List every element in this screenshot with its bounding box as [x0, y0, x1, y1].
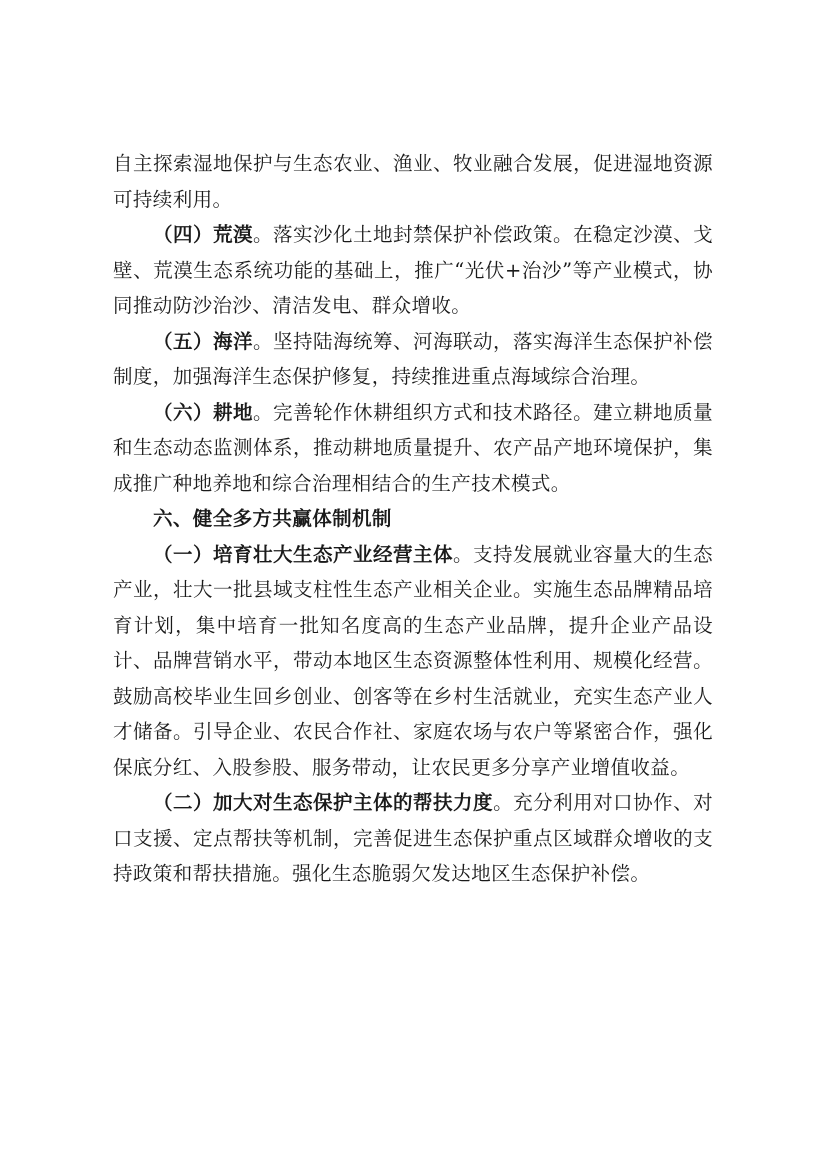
paragraph-lead: （四）荒漠 [153, 223, 254, 246]
paragraph-text: 。落实沙化土地封禁保护补偿政策。在稳定沙漠、戈壁、荒漠生态系统功能的基础上，推广“光伏+治沙”等产业模式，协同推动防沙治沙、清洁发电、群众增收。 [113, 223, 713, 317]
section-heading: 六、健全多方共赢体制机制 [153, 507, 392, 530]
paragraph-wetland-continued [113, 146, 713, 217]
document-body [113, 146, 713, 892]
paragraph-lead: （五）海洋 [153, 329, 254, 353]
paragraph-ocean [113, 324, 713, 395]
paragraph-assistance [113, 785, 713, 892]
paragraph-text: 。完善轮作休耕组织方式和技术路径。建立耕地质量和生态动态监测体系，推动耕地质量提升、农产品产地环境保护，集成推广种地养地和综合治理相结合的生产技术模式。 [113, 400, 713, 495]
paragraph-text: 自主探索湿地保护与生态农业、渔业、牧业融合发展，促进湿地资源可持续利用。 [113, 152, 713, 211]
paragraph-text: 。支持发展就业容量大的生态产业，壮大一批县域支柱性生态产业相关企业。实施生态品牌精品培育计划，集中培育一批知名度高的生态产业品牌，提升企业产品设计、品牌营销水平，带动本地区生态资源整体性利用、规模化经营。鼓励高校毕业生回乡创业、创客等在乡村生活就业，充实生态产业人才储备。引导企业、农民合作社、家庭农场与农户等紧密合作，强化保底分红、入股参股、服务带动，让农民更多分享产业增值收益。 [113, 542, 713, 779]
paragraph-text: 。充分利用对口协作、对口支援、定点帮扶等机制，完善促进生态保护重点区域群众增收的支持政策和帮扶措施。强化生态脆弱欠发达地区生态保护补偿。 [113, 791, 713, 885]
paragraph-farmland [113, 395, 713, 502]
paragraph-lead: （二）加大对生态保护主体的帮扶力度 [153, 791, 494, 814]
paragraph-ecological-industry [113, 537, 713, 786]
paragraph-lead: （六）耕地 [153, 400, 254, 424]
paragraph-text: 。坚持陆海统筹、河海联动，落实海洋生态保护补偿制度，加强海洋生态保护修复，持续推进重点海域综合治理。 [113, 329, 713, 388]
paragraph-desert [113, 217, 713, 324]
paragraph-lead: （一）培育壮大生态产业经营主体 [153, 542, 454, 566]
